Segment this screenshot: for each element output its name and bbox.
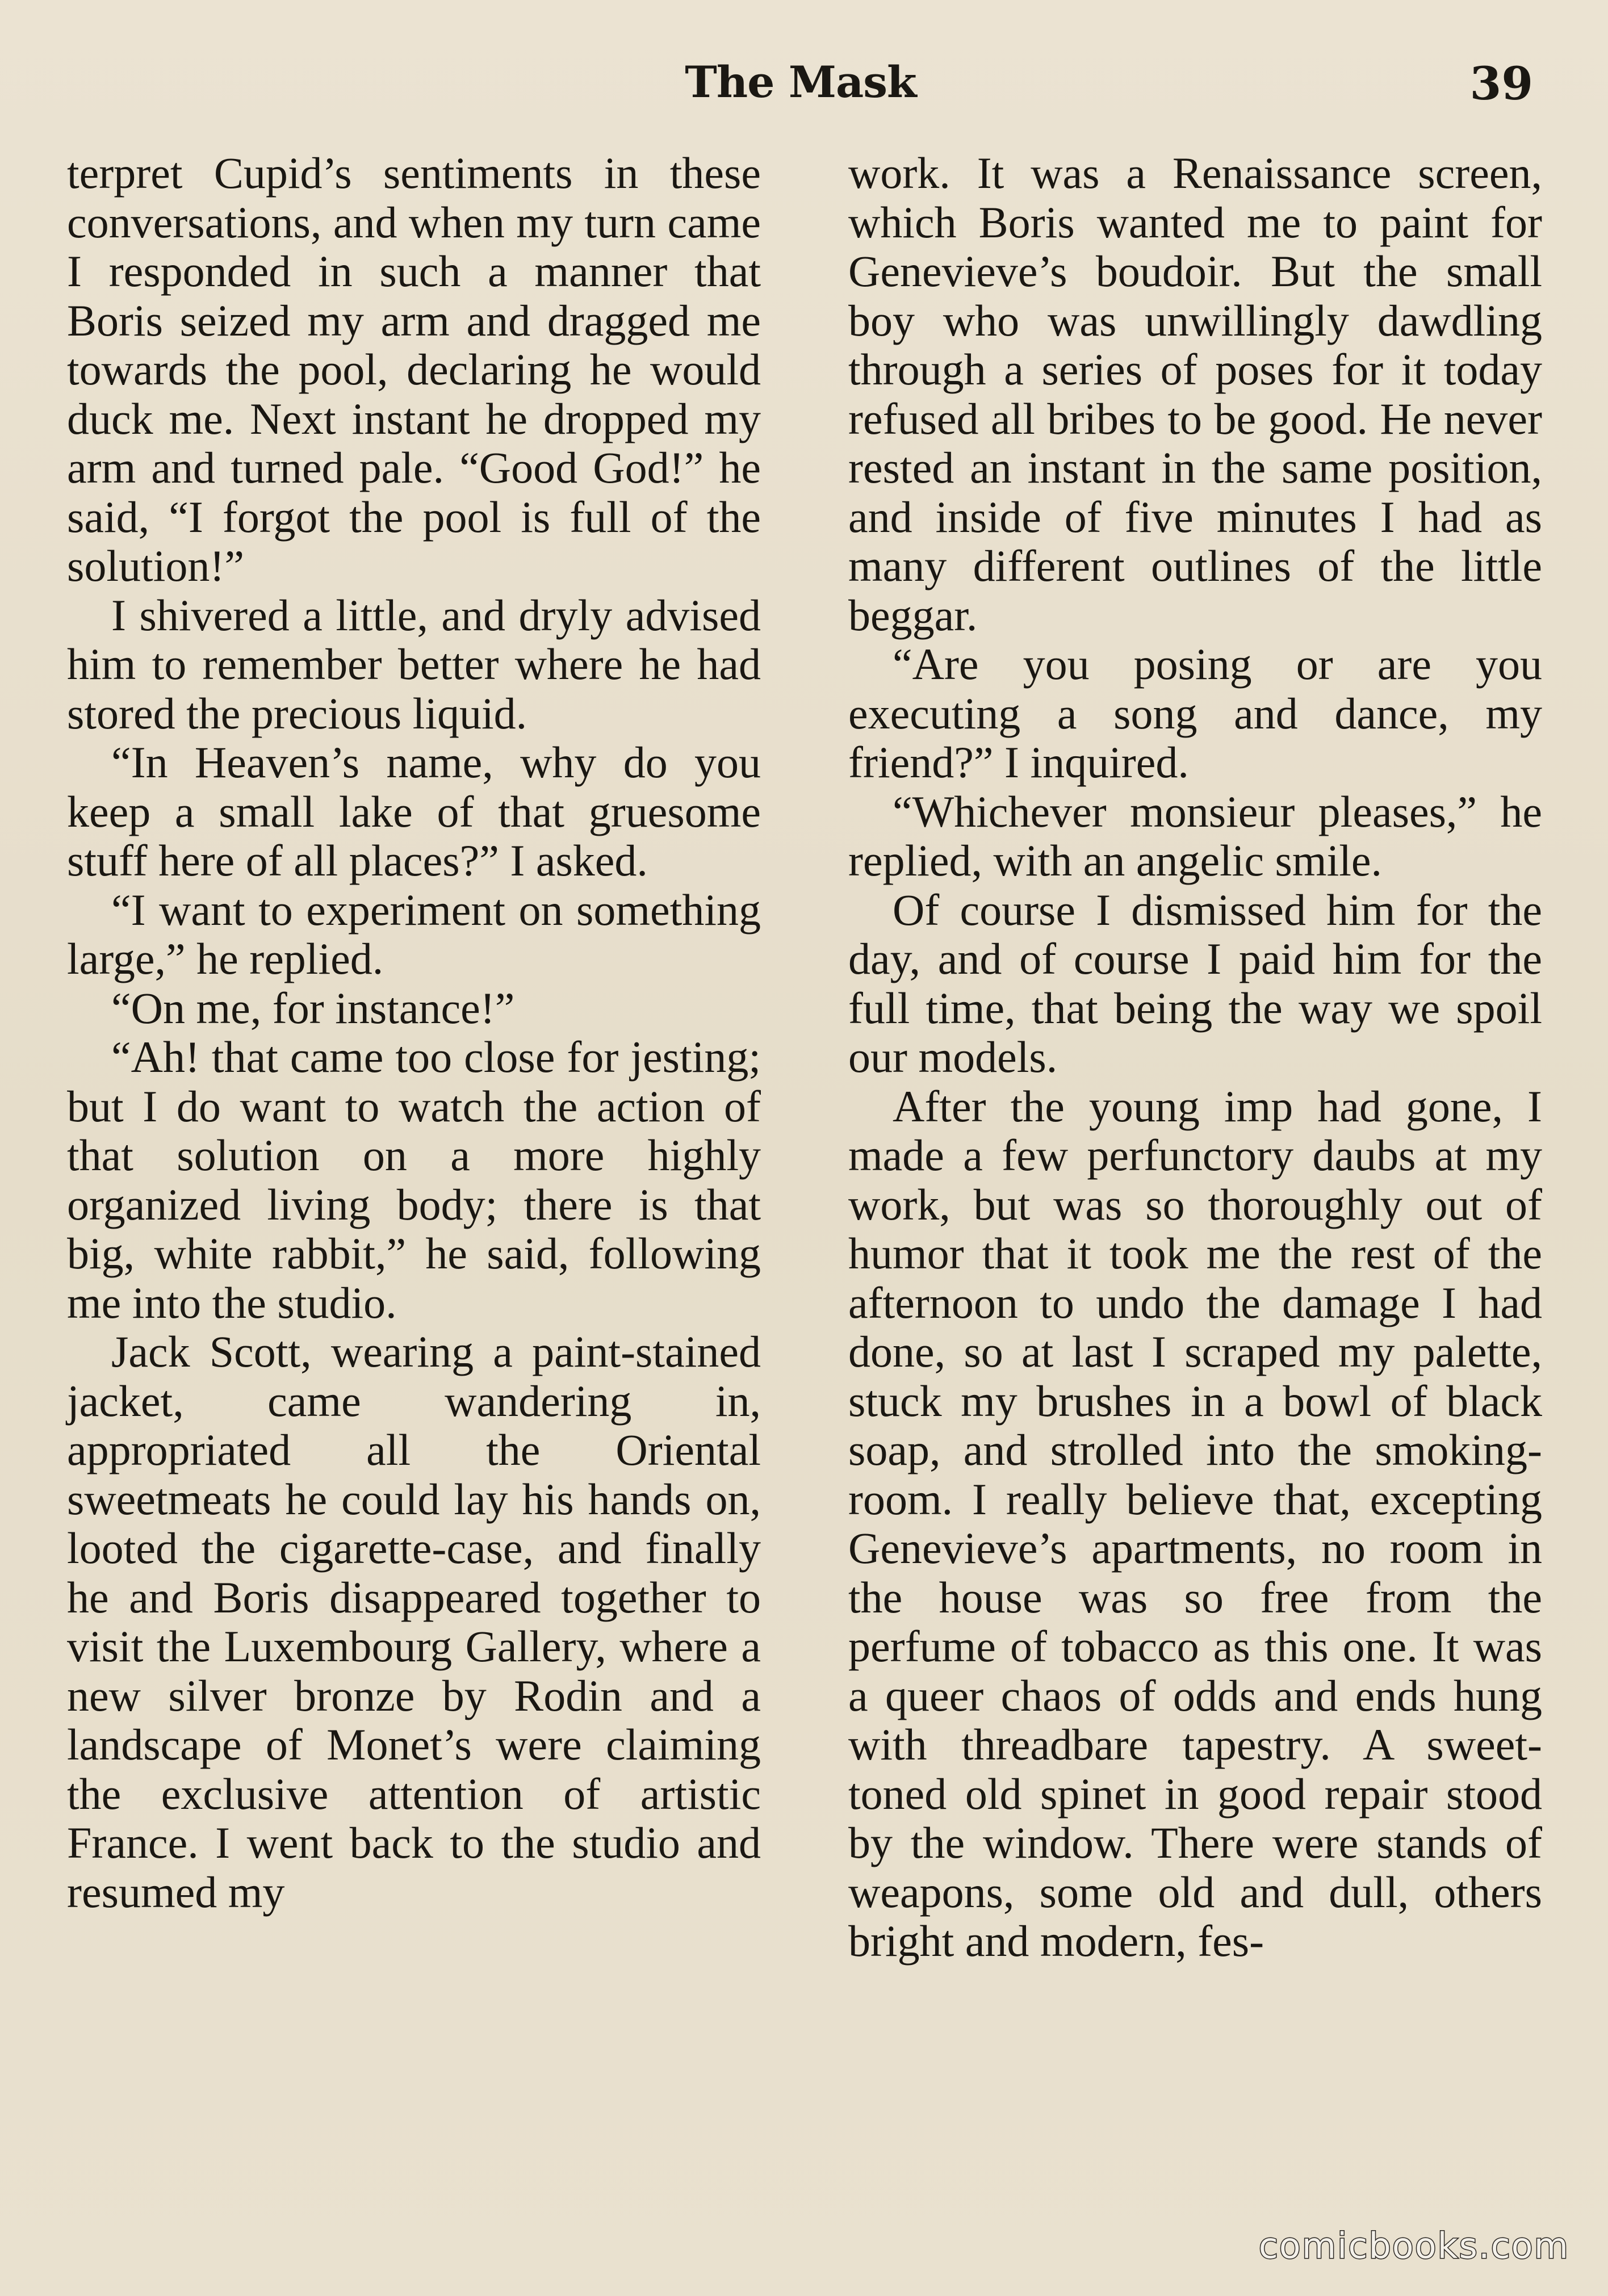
paragraph: “I want to experiment on something large,” he replied.: [67, 885, 761, 983]
left-column: [67, 149, 761, 1917]
paragraph: “On me, for instance!”: [111, 983, 515, 1033]
paragraph: “Are you posing or are you executing a song and dance, my friend?” I inquired.: [848, 639, 1542, 787]
watermark-logo: comicbooks.com: [1258, 2225, 1569, 2266]
paragraph: Jack Scott, wearing a paint-stained jacket, came wandering in, appropriated all the Oriental sweetmeats he could lay his hands on, looted the cigarette-case, and finally he and Boris disappeared together to visit the Luxembourg Gallery, where a new silver bronze by Rodin and a landscape of Monet’s were claiming the exclusive attention of artistic France. I went back to the studio and resumed my: [67, 1327, 761, 1917]
paragraph: “Whichever monsieur pleases,” he replied, with an angelic smile.: [848, 786, 1542, 885]
page-number: 39: [1469, 57, 1533, 110]
running-title: The Mask: [685, 57, 916, 107]
right-column: [848, 149, 1542, 1966]
paragraph: “In Heaven’s name, why do you keep a small lake of that gruesome stuff here of all places?” I asked.: [67, 738, 761, 885]
page-header: [68, 57, 1533, 119]
paragraph: After the young imp had gone, I made a few perfunctory daubs at my work, but was so thoroughly out of humor that it took me the rest of the afternoon to undo the damage I had done, so at last I scraped my palette, stuck my brushes in a bowl of black soap, and strolled into the smoking-room. I really believe that, excepting Genevieve’s apartments, no room in the house was so free from the perfume of tobacco as this one. It was a queer chaos of odds and ends hung with threadbare tapestry. A sweet-toned old spinet in good repair stood by the window. There were stands of weapons, some old and dull, others bright and modern, fes-: [848, 1081, 1542, 1966]
paragraph: Of course I dismissed him for the day, and of course I paid him for the full time, that being the way we spoil our models.: [848, 885, 1542, 1082]
paragraph: I shivered a little, and dryly advised him to remember better where he had stored the precious liquid.: [67, 590, 761, 738]
paragraph: work. It was a Renaissance screen, which Boris wanted me to paint for Genevieve’s boudoir. But the small boy who was unwillingly dawdling through a series of poses for it today refused all bribes to be good. He never rested an instant in the same position, and inside of five minutes I had as many different outlines of the little beggar.: [848, 148, 1542, 640]
paragraph: “Ah! that came too close for jesting; but I do want to watch the action of that solution on a more highly organized living body; there is that big, white rabbit,” he said, following me into the studio.: [67, 1032, 761, 1327]
paragraph: terpret Cupid’s sentiments in these conversations, and when my turn came I responded in such a manner that Boris seized my arm and dragged me towards the pool, declaring he would duck me. Next instant he dropped my arm and turned pale. “Good God!” he said, “I forgot the pool is full of the solution!”: [67, 148, 761, 590]
